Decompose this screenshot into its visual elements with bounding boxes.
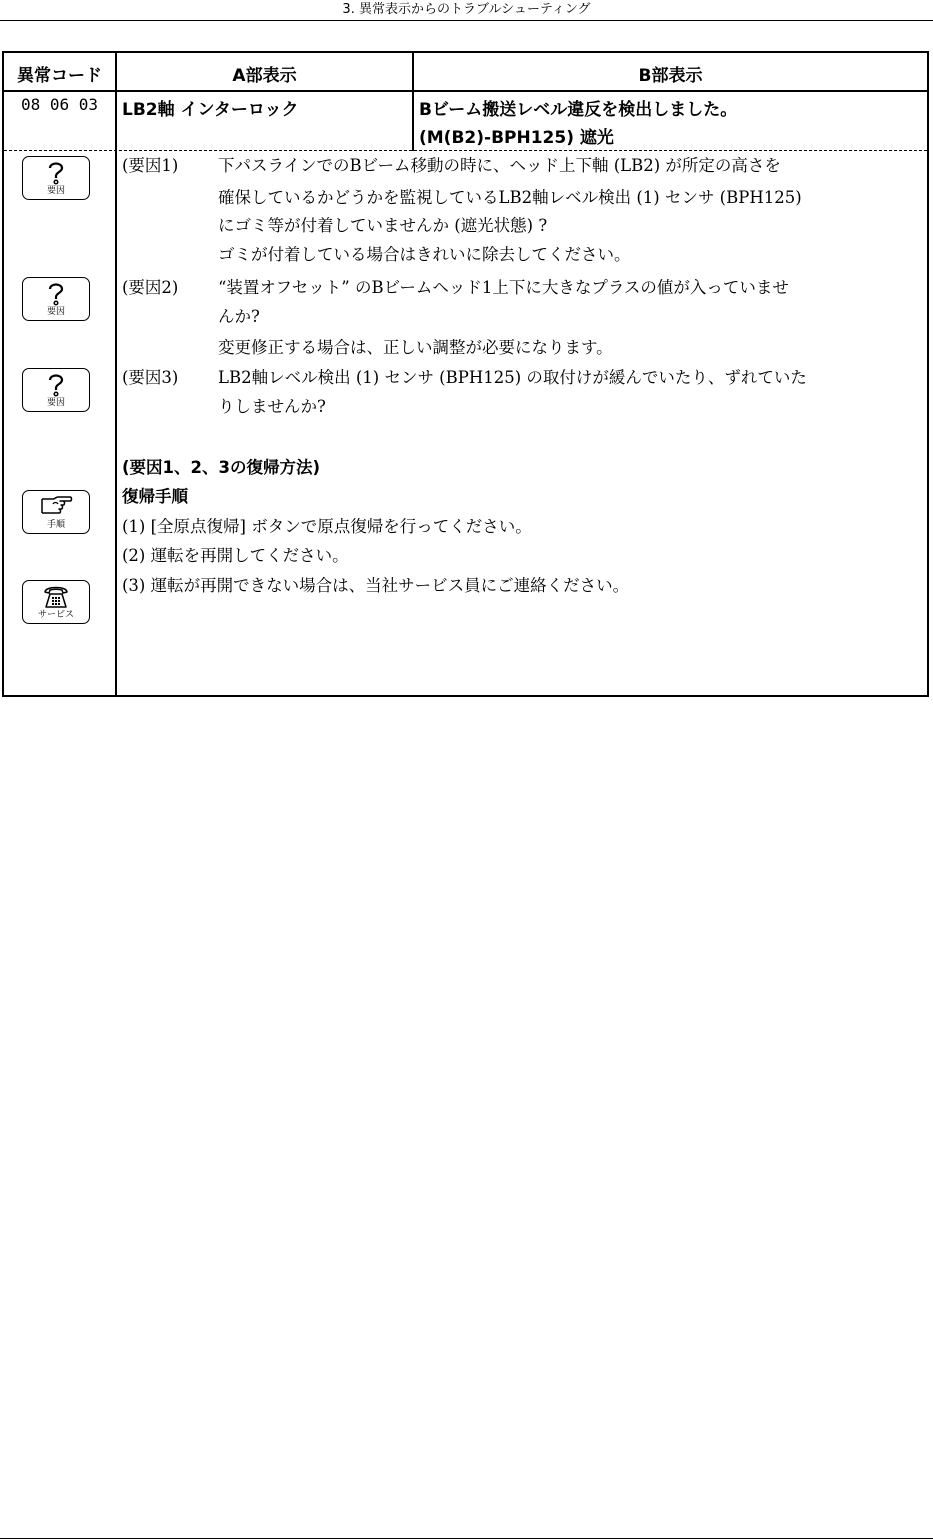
question-mark-icon [44,159,68,187]
question-mark-icon [44,371,68,399]
cause-2-line: んか? [218,307,260,326]
cause-3-line: LB2軸レベル検出 (1) センサ (BPH125) の取付けが緩んでいたり、ずれていた [218,368,807,387]
cause-2-tag: (要因2) [122,278,179,297]
cause-badge [22,156,90,200]
b-display-value-detail: (M(B2)-BPH125) 遮光 [419,128,614,148]
cause-badge [22,277,90,321]
recovery-step: (3) 運転が再開できない場合は、当社サービス員にご連絡ください。 [122,576,630,595]
b-display-value: Bビーム搬送レベル違反を検出しました。 [419,100,738,120]
procedure-label: 手順 [46,520,65,530]
header-error-code: 異常コード [17,66,102,86]
cause-label: 要因 [46,307,65,317]
cause-label: 要因 [46,398,65,408]
service-badge [22,580,90,624]
cause-1-tag: (要因1) [122,156,179,175]
recovery-subheading: 復帰手順 [122,487,188,506]
cause-3-line: りしませんか? [218,397,326,416]
cause-3-tag: (要因3) [122,368,179,387]
service-label: サービス [37,610,74,620]
header-a-display: A部表示 [232,66,297,86]
telephone-icon [41,583,71,611]
procedure-badge [22,490,90,534]
cause-1-line: ゴミが付着している場合はきれいに除去してください。 [218,245,631,264]
recovery-step: (1) [全原点復帰] ボタンで原点復帰を行ってください。 [122,517,532,536]
a-display-value: LB2軸 インターロック [122,100,299,120]
cause-2-line: 変更修正する場合は、正しい調整が必要になります。 [218,338,613,357]
header-b-display: B部表示 [638,66,703,86]
pointing-hand-icon [39,493,73,519]
footer-rule [0,1538,933,1539]
recovery-step: (2) 運転を再開してください。 [122,546,349,565]
cause-label: 要因 [46,186,65,196]
cause-badge [22,368,90,412]
recovery-heading: (要因1、2、3の復帰方法) [122,458,321,477]
page-header: 3. 異常表示からのトラブルシューティング [0,0,933,21]
dashed-divider [4,150,927,151]
error-code-value: 08 06 03 [20,95,99,114]
cause-1-line: 下パスラインでのBビーム移動の時に、ヘッド上下軸 (LB2) が所定の高さを [218,156,781,175]
question-mark-icon [44,280,68,308]
cause-1-line: にゴミ等が付着していませんか (遮光状態) ? [218,216,548,235]
cause-1-line: 確保しているかどうかを監視しているLB2軸レベル検出 (1) センサ (BPH125) [218,188,802,207]
cause-2-line: “装置オフセット” のBビームヘッド1上下に大きなプラスの値が入っていませ [218,278,789,297]
header-row-divider [4,90,927,92]
